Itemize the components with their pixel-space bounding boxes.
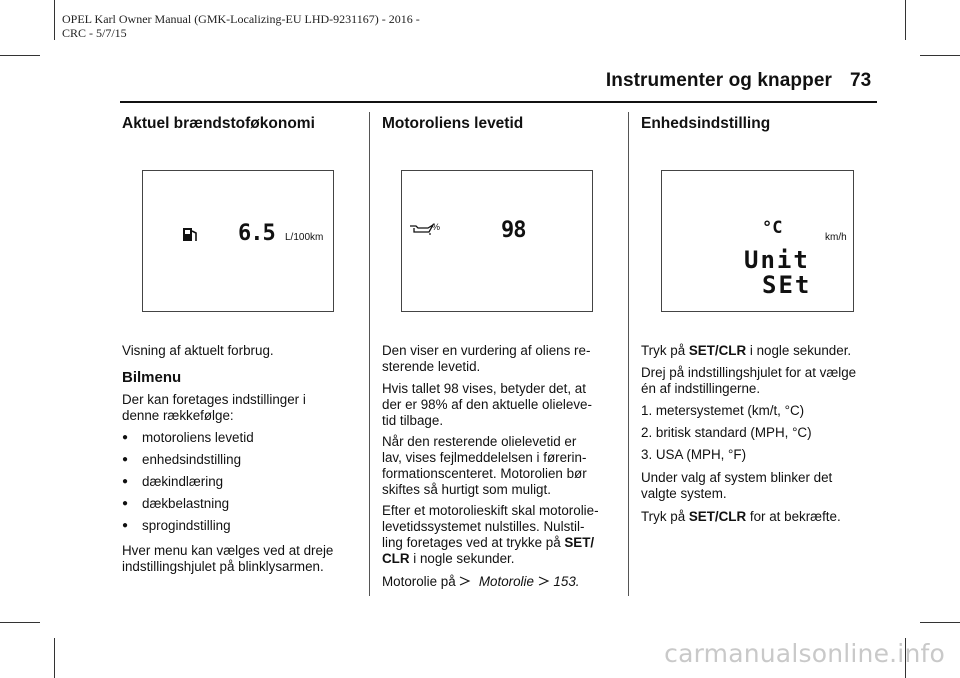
unit-paragraph-3 — [641, 470, 832, 502]
list-item: ● dækindlæring — [122, 474, 254, 490]
header-line-1: OPEL Karl Owner Manual (GMK-Localizing-EU LHD-9231167) - 2016 - — [62, 12, 420, 26]
set-clr-label: SET/CLR — [688, 343, 747, 358]
text-line: lav, vises fejlmeddelelsen i førerin- — [382, 450, 587, 465]
menu-intro-line: Der kan foretages indstillinger i — [122, 392, 306, 407]
unit-paragraph-4 — [641, 509, 841, 525]
cross-reference — [382, 574, 579, 590]
reference-page: 153. — [553, 574, 580, 589]
page-number: 73 — [850, 70, 872, 91]
crop-mark — [54, 0, 55, 40]
oil-life-paragraph-1 — [382, 343, 590, 375]
set-clr-label: SET/ — [564, 535, 595, 550]
menu-outro-line: indstillingshjulet på blinklysarmen. — [122, 559, 324, 574]
crop-mark — [0, 55, 40, 56]
text-line: valgte system. — [641, 486, 727, 501]
menu-outro — [122, 543, 333, 575]
oil-life-percent-sign: % — [432, 222, 441, 232]
caption-current-consumption: Visning af aktuelt forbrug. — [122, 343, 274, 358]
text-line: i nogle sekunder. — [409, 551, 515, 566]
unit-option-2: 2. britisk standard (MPH, °C) — [641, 425, 812, 440]
heading-oil-life: Motoroliens levetid — [382, 115, 524, 132]
crop-mark — [905, 0, 906, 40]
text-line: Når den resterende olielevetid er — [382, 434, 577, 449]
heading-unit-setting: Enhedsindstilling — [641, 115, 771, 132]
oil-life-paragraph-2 — [382, 381, 592, 429]
speed-unit: km/h — [825, 232, 847, 243]
menu-intro-line: denne rækkefølge: — [122, 408, 234, 423]
menu-outro-line: Hver menu kan vælges ved at dreje — [122, 543, 334, 558]
reference-prefix: Motorolie på — [382, 574, 460, 589]
reference-arrow-icon — [538, 575, 550, 587]
menu-intro — [122, 392, 306, 424]
text-line: Den viser en vurdering af oliens re- — [382, 343, 591, 358]
oil-can-icon — [402, 171, 594, 313]
unit-option-1: 1. metersystemet (km/t, °C) — [641, 403, 805, 418]
lcd-fuel-economy — [142, 170, 334, 312]
reference-link[interactable]: Motorolie — [478, 574, 534, 589]
header-rule — [120, 101, 877, 103]
oil-life-paragraph-3 — [382, 434, 587, 498]
oil-life-value: 98 — [501, 218, 526, 243]
text-line: Under valg af system blinker det — [641, 470, 833, 485]
crop-mark — [0, 622, 40, 623]
list-item: ● motoroliens levetid — [122, 430, 254, 446]
list-item: ● dækbelastning — [122, 496, 254, 512]
text-line: sterende levetid. — [382, 359, 481, 374]
watermark: carmanualsonline.info — [664, 639, 945, 668]
list-item: ● enhedsindstilling — [122, 452, 254, 468]
text-line: Tryk på — [641, 343, 689, 358]
section-title: Instrumenter og knapper — [605, 70, 832, 91]
unit-paragraph-1 — [641, 343, 851, 359]
lcd-line-unit: Unit — [744, 246, 810, 274]
document-header — [62, 12, 420, 40]
list-item: ● sprogindstilling — [122, 518, 254, 534]
heading-fuel-economy: Aktuel brændstoføkonomi — [122, 115, 315, 132]
oil-life-paragraph-4 — [382, 503, 599, 567]
text-line: formationscenteret. Motorolien bør — [382, 466, 587, 481]
heading-vehicle-menu: Bilmenu — [122, 369, 182, 386]
header-line-2: CRC - 5/7/15 — [62, 26, 127, 40]
fuel-economy-value: 6.5 — [238, 221, 275, 246]
crop-mark — [54, 638, 55, 678]
text-line: Drej på indstillingshjulet for at vælge — [641, 365, 857, 380]
text-line: Efter et motorolieskift skal motorolie- — [382, 503, 599, 518]
text-line: i nogle sekunder. — [746, 343, 852, 358]
reference-arrow-icon — [459, 575, 471, 587]
lcd-unit-setting — [661, 170, 854, 312]
text-line: ling foretages ved at trykke på — [382, 535, 565, 550]
text-line: skiftes så hurtigt som muligt. — [382, 482, 551, 497]
crop-mark — [920, 55, 960, 56]
text-line: for at bekræfte. — [746, 509, 841, 524]
unit-option-3: 3. USA (MPH, °F) — [641, 447, 747, 462]
text-line: Tryk på — [641, 509, 689, 524]
unit-paragraph-2 — [641, 365, 856, 397]
lcd-line-set: SEt — [762, 271, 812, 299]
menu-items-list — [122, 430, 254, 534]
temperature-unit: °C — [762, 218, 783, 238]
fuel-economy-unit: L/100km — [285, 232, 324, 243]
set-clr-label: SET/CLR — [688, 509, 747, 524]
text-line: der er 98% af den aktuelle olieleve- — [382, 397, 592, 412]
column-divider — [628, 112, 629, 596]
crop-mark — [920, 622, 960, 623]
lcd-oil-life — [401, 170, 593, 312]
text-line: tid tilbage. — [382, 413, 444, 428]
text-line: én af indstillingerne. — [641, 381, 761, 396]
set-clr-label: CLR — [382, 551, 410, 566]
column-divider — [369, 112, 370, 596]
text-line: Hvis tallet 98 vises, betyder det, at — [382, 381, 586, 396]
text-line: levetidssystemet nulstilles. Nulstil- — [382, 519, 585, 534]
